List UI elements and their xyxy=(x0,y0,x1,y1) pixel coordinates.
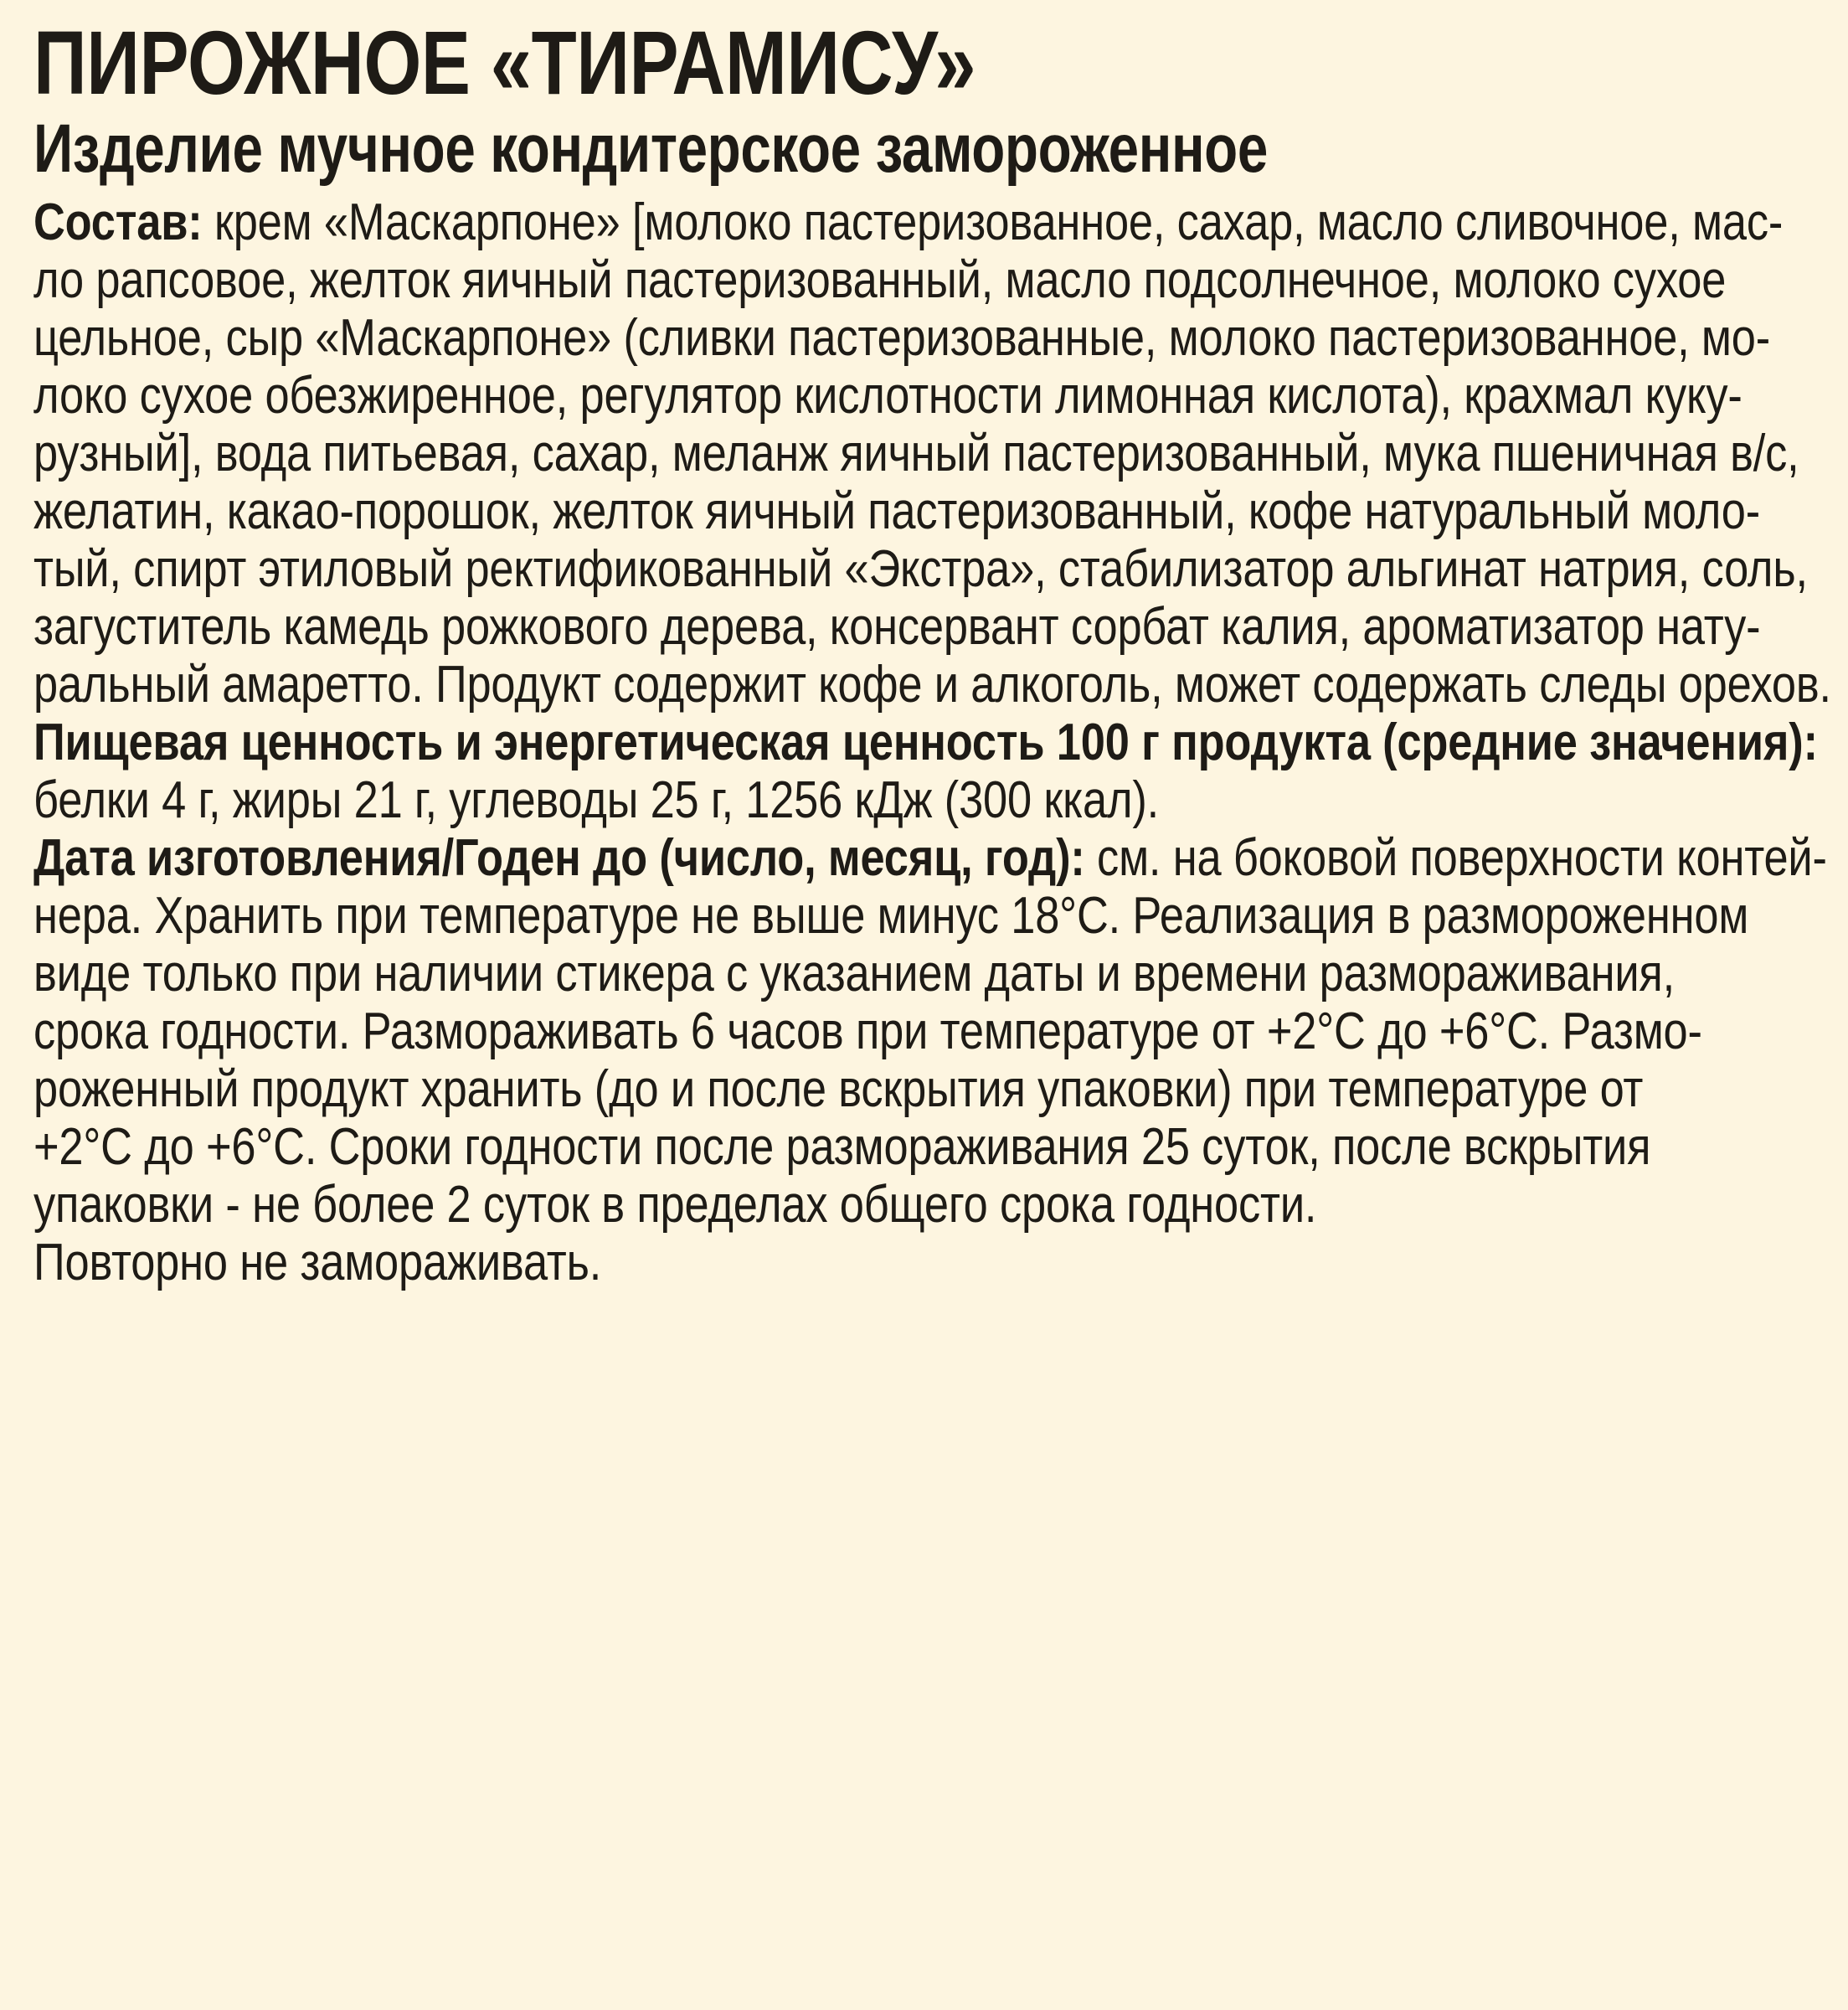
ingredients-line: ло рапсовое, желток яичный пастеризованный, масло подсолнечное, молоко сухое xyxy=(33,251,1727,310)
ingredients-line: загуститель камедь рожкового дерева, консервант сорбат калия, ароматизатор нату- xyxy=(33,598,1761,657)
ingredients-line: рузный], вода питьевая, сахар, меланж яичный пастеризованный, мука пшеничная в/с, xyxy=(33,425,1799,483)
ingredients-label: Состав: xyxy=(33,193,203,252)
page-title: ПИРОЖНОЕ «ТИРАМИСУ» xyxy=(33,12,976,113)
ingredients-line: желатин, какао-порошок, желток яичный пастеризованный, кофе натуральный моло- xyxy=(33,482,1760,541)
ingredients-line-0: крем «Маскарпоне» [молоко пастеризованное, сахар, масло сливочное, мас- xyxy=(214,193,1784,252)
storage-first-line xyxy=(33,829,1845,887)
storage-line: +2°C до +6°C. Сроки годности после размораживания 25 суток, после вскрытия xyxy=(33,1118,1651,1177)
ingredients-line: локо сухое обезжиренное, регулятор кислотности лимонная кислота), крахмал куку- xyxy=(33,367,1742,425)
nutrition-heading: Пищевая ценность и энергетическая ценность 100 г продукта (средние значения): xyxy=(33,714,1818,772)
storage-line-0: см. на боковой поверхности контей- xyxy=(1097,829,1827,888)
nutrition-values: белки 4 г, жиры 21 г, углеводы 25 г, 1256 кДж (300 ккал). xyxy=(33,771,1160,830)
storage-line: виде только при наличии стикера с указанием даты и времени размораживания, xyxy=(33,945,1676,1003)
storage-line: нера. Хранить при температуре не выше минус 18°C. Реализация в размороженном xyxy=(33,887,1749,946)
storage-line: упаковки - не более 2 суток в пределах общего срока годности. xyxy=(33,1176,1317,1234)
label-body xyxy=(33,193,1845,1291)
storage-line: роженный продукт хранить (до и после вскрытия упаковки) при температуре от xyxy=(33,1060,1644,1119)
refreeze-note: Повторно не замораживать. xyxy=(33,1234,602,1292)
ingredients-line: ральный амаретто. Продукт содержит кофе и алкоголь, может содержать следы орехов. xyxy=(33,656,1831,714)
ingredients-line: тый, спирт этиловый ректификованный «Экстра», стабилизатор альгинат натрия, соль, xyxy=(33,540,1808,599)
product-subtitle: Изделие мучное кондитерское замороженное xyxy=(33,111,1268,188)
ingredients-line: цельное, сыр «Маскарпоне» (сливки пастеризованные, молоко пастеризованное, мо- xyxy=(33,309,1771,368)
ingredients-first-line xyxy=(33,193,1845,251)
storage-heading: Дата изготовления/Годен до (число, месяц, год): xyxy=(33,829,1085,888)
storage-line: срока годности. Размораживать 6 часов при температуре от +2°C до +6°C. Размо- xyxy=(33,1002,1702,1061)
